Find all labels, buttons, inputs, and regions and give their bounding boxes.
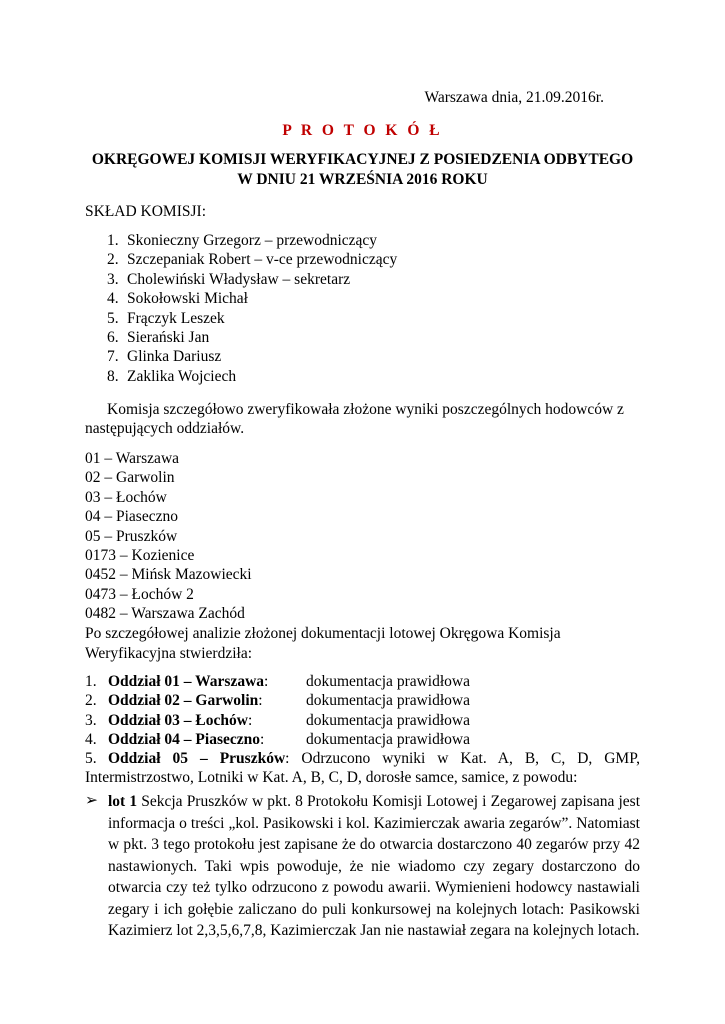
list-item-number: 1. <box>85 673 97 690</box>
list-item <box>107 270 397 289</box>
document-date: Warszawa dnia, 21.09.2016r. <box>424 89 604 106</box>
committee-members-list <box>107 231 397 386</box>
lot-label: lot 1 <box>108 793 138 810</box>
list-item-number: 1. <box>107 232 119 249</box>
list-item-number: 7. <box>107 348 119 366</box>
label-suffix: : <box>247 711 253 729</box>
list-item-number: 2. <box>107 251 119 269</box>
list-item-number: 5. <box>107 309 119 327</box>
document-title: P R O T O K Ó Ł <box>282 122 443 139</box>
list-item <box>107 367 397 386</box>
list-item-text: Sierański Jan <box>127 328 210 346</box>
lot-1-note <box>85 791 640 942</box>
list-item: 0452 – Mińsk Mazowiecki <box>85 566 252 584</box>
lot-1-text: Sekcja Pruszków w pkt. 8 Protokołu Komisji Lotowej i Zegarowej zapisana jest informacja o treści „kol. Pasikowski i kol. Kazimierczak awaria zegarów”. Natomiast w pkt. 3 tego protokołu jest zapisane że do otwarcia dostarczono 40 zegarów przy 42 nastawionych. Taki wpis powoduje, że nie wiadomo czy zegary dostarczono do otwarcia czy też tylko odrzucono z powodu awarii. Wymienieni hodowcy nastawiali zegary i ich gołębie zaliczano do puli konkursowej na kolejnych lotach: Pasikowski Kazimierz lot 2,3,5,6,7,8, Kazimierczak Jan nie nastawiał zegara na kolejnych lotach. <box>108 793 640 939</box>
list-item <box>85 691 640 710</box>
label-suffix: : <box>258 692 263 710</box>
list-item <box>85 672 640 691</box>
list-item: 02 – Garwolin <box>85 469 175 487</box>
findings-list <box>85 672 640 750</box>
list-item: 0482 – Warszawa Zachód <box>85 605 245 623</box>
branch-label: Oddział 01 – Warszawa <box>108 673 265 690</box>
list-item-number: 5. <box>85 750 97 767</box>
list-item <box>107 250 397 269</box>
list-item-number: 4. <box>85 731 97 749</box>
list-item <box>107 231 397 250</box>
list-item-text: Frączyk Leszek <box>127 309 225 327</box>
label-suffix: : <box>259 731 265 749</box>
list-item <box>107 347 397 366</box>
list-item <box>107 328 397 347</box>
list-item: 01 – Warszawa <box>85 450 180 467</box>
document-heading: OKRĘGOWEJ KOMISJI WERYFIKACYJNEJ Z POSIEDZENIA ODBYTEGO W DNIU 21 WRZEŚNIA 2016 ROKU <box>91 151 634 188</box>
list-item-text: Szczepaniak Robert – v-ce przewodniczący <box>127 251 398 269</box>
list-item-text: Skonieczny Grzegorz – przewodniczący <box>127 232 378 249</box>
list-item-number: 3. <box>107 270 119 288</box>
list-item-text: Glinka Dariusz <box>127 348 222 366</box>
finding-value: dokumentacja prawidłowa <box>306 692 470 710</box>
list-item: 04 – Piaseczno <box>85 508 178 526</box>
list-item <box>107 309 397 328</box>
list-item-text: Zaklika Wojciech <box>127 367 237 385</box>
list-item-number: 8. <box>107 367 119 385</box>
branch-label: Oddział 04 – Piaseczno <box>108 731 260 749</box>
list-item-number: 3. <box>85 711 97 729</box>
list-item-number: 6. <box>107 328 119 346</box>
list-item: 05 – Pruszków <box>85 527 178 545</box>
list-item-number: 4. <box>107 290 119 308</box>
branch-label: Oddział 02 – Garwolin <box>108 692 259 710</box>
finding-5-text: : Odrzucono wyniki w Kat. A, B, C, D, GMP, Intermistrzostwo, Lotniki w Kat. A, B, C, D, dorosłe samce, samice, z powodu: <box>85 750 640 787</box>
label-suffix: : <box>264 673 269 690</box>
analysis-paragraph: Po szczegółowej analizie złożonej dokumentacji lotowej Okręgowa Komisja Weryfikacyjna stwierdziła: <box>85 625 561 662</box>
finding-value: dokumentacja prawidłowa <box>306 711 470 729</box>
list-item: 0473 – Łochów 2 <box>85 585 194 603</box>
committee-label: SKŁAD KOMISJI: <box>85 203 206 220</box>
list-item: 0173 – Kozienice <box>85 546 195 564</box>
finding-value: dokumentacja prawidłowa <box>306 731 470 749</box>
list-item: 03 – Łochów <box>85 488 167 506</box>
list-item-number: 2. <box>85 692 97 710</box>
finding-5 <box>85 749 640 788</box>
list-item-text: Sokołowski Michał <box>127 290 248 308</box>
list-item <box>107 289 397 308</box>
finding-value: dokumentacja prawidłowa <box>306 673 470 690</box>
arrow-bullet-icon: ➢ <box>85 792 98 809</box>
branch-label: Oddział 05 – Pruszków <box>108 750 286 767</box>
branch-label: Oddział 03 – Łochów <box>108 711 248 729</box>
list-item <box>85 711 640 730</box>
intro-paragraph: Komisja szczegółowo zweryfikowała złożone wyniki poszczególnych hodowców z następujących oddziałów. <box>85 401 624 438</box>
list-item-text: Cholewiński Władysław – sekretarz <box>127 270 351 288</box>
lot-1-text-block <box>85 791 640 942</box>
branches-list <box>85 449 252 624</box>
list-item <box>85 730 640 749</box>
